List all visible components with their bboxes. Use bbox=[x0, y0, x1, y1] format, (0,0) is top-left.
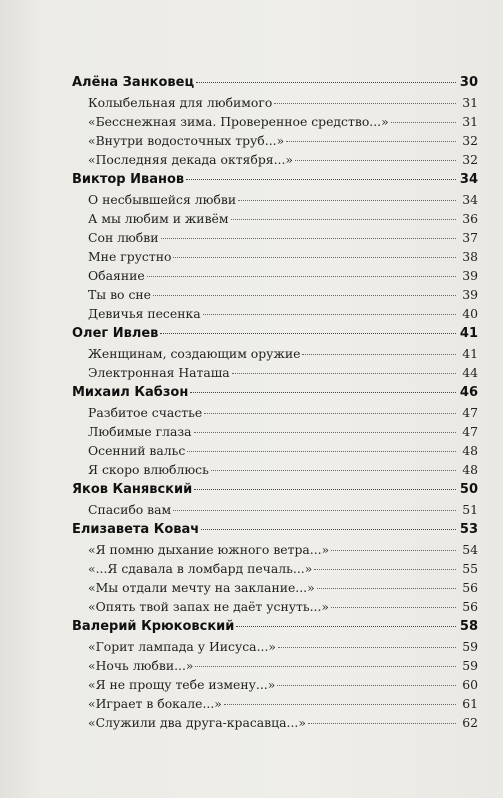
poem-entry-title: «Опять твой запах не даёт уснуть...» bbox=[88, 599, 330, 614]
dot-leader bbox=[331, 607, 456, 608]
dot-leader bbox=[277, 685, 456, 686]
poem-entry-title: А мы любим и живём bbox=[88, 211, 229, 226]
poem-entry-page-number: 48 bbox=[462, 462, 478, 477]
poem-entry-page-number: 47 bbox=[462, 405, 478, 420]
poem-entry-page-number: 39 bbox=[462, 268, 478, 283]
dot-leader bbox=[194, 432, 456, 433]
dot-leader bbox=[295, 160, 456, 161]
poem-entry-title: Мне грустно bbox=[88, 249, 172, 264]
poem-entry-title: Разбитое счастье bbox=[88, 405, 203, 420]
poem-entry bbox=[72, 559, 478, 578]
author-entry-title: Валерий Крюковский bbox=[72, 619, 235, 634]
poem-entry-page-number: 54 bbox=[462, 542, 478, 557]
poem-entry-title: Сон любви bbox=[88, 230, 159, 245]
dot-leader bbox=[173, 510, 456, 511]
poem-entry-title: «Горит лампада у Иисуса...» bbox=[88, 639, 276, 654]
author-entry-page-number: 50 bbox=[459, 482, 478, 497]
dot-leader bbox=[231, 219, 456, 220]
author-entry bbox=[72, 519, 478, 540]
poem-entry-page-number: 62 bbox=[462, 715, 478, 730]
poem-entry-title: «Бесснежная зима. Проверенное средство...» bbox=[88, 114, 389, 129]
poem-entry-title: Женщинам, создающим оружие bbox=[88, 346, 301, 361]
poem-entry-title: «Я не прощу тебе измену...» bbox=[88, 677, 276, 692]
dot-leader bbox=[194, 489, 456, 490]
poem-entry-page-number: 59 bbox=[462, 658, 478, 673]
dot-leader bbox=[302, 354, 456, 355]
poem-entry-title: Обаяние bbox=[88, 268, 145, 283]
dot-leader bbox=[147, 276, 456, 277]
poem-entry-title: Колыбельная для любимого bbox=[88, 95, 273, 110]
poem-entry bbox=[72, 363, 478, 382]
poem-entry-title: О несбывшейся любви bbox=[88, 192, 237, 207]
poem-entry bbox=[72, 112, 478, 131]
author-entry bbox=[72, 169, 478, 190]
dot-leader bbox=[173, 257, 456, 258]
author-entry bbox=[72, 382, 478, 403]
poem-entry-page-number: 48 bbox=[462, 443, 478, 458]
author-entry-title: Алёна Занковец bbox=[72, 75, 195, 90]
poem-entry-page-number: 37 bbox=[462, 230, 478, 245]
poem-entry-title: «Служили два друга-красавца...» bbox=[88, 715, 306, 730]
poem-entry-title: Ты во сне bbox=[88, 287, 151, 302]
dot-leader bbox=[196, 82, 456, 83]
poem-entry bbox=[72, 131, 478, 150]
poem-entry bbox=[72, 460, 478, 479]
poem-entry-title: «Ночь любви...» bbox=[88, 658, 194, 673]
author-entry-page-number: 41 bbox=[459, 326, 478, 341]
author-entry-title: Елизавета Ковач bbox=[72, 522, 200, 537]
poem-entry-page-number: 34 bbox=[462, 192, 478, 207]
author-entry-page-number: 30 bbox=[459, 75, 478, 90]
dot-leader bbox=[224, 704, 456, 705]
poem-entry bbox=[72, 637, 478, 656]
poem-entry bbox=[72, 150, 478, 169]
poem-entry bbox=[72, 190, 478, 209]
poem-entry-page-number: 39 bbox=[462, 287, 478, 302]
poem-entry-page-number: 61 bbox=[462, 696, 478, 711]
poem-entry bbox=[72, 304, 478, 323]
author-entry bbox=[72, 479, 478, 500]
poem-entry-page-number: 41 bbox=[462, 346, 478, 361]
dot-leader bbox=[190, 392, 456, 393]
dot-leader bbox=[317, 588, 456, 589]
poem-entry-page-number: 31 bbox=[462, 95, 478, 110]
author-entry bbox=[72, 616, 478, 637]
poem-entry-title: Я скоро влюблюсь bbox=[88, 462, 209, 477]
poem-entry-page-number: 59 bbox=[462, 639, 478, 654]
poem-entry-title: Спасибо вам bbox=[88, 502, 172, 517]
dot-leader bbox=[391, 122, 456, 123]
poem-entry bbox=[72, 441, 478, 460]
poem-entry bbox=[72, 93, 478, 112]
table-of-contents bbox=[72, 72, 478, 732]
author-entry-page-number: 58 bbox=[459, 619, 478, 634]
dot-leader bbox=[286, 141, 456, 142]
poem-entry bbox=[72, 403, 478, 422]
poem-entry bbox=[72, 713, 478, 732]
poem-entry-page-number: 36 bbox=[462, 211, 478, 226]
poem-entry-page-number: 32 bbox=[462, 133, 478, 148]
poem-entry-title: Электронная Наташа bbox=[88, 365, 230, 380]
author-entry-page-number: 46 bbox=[459, 385, 478, 400]
poem-entry bbox=[72, 540, 478, 559]
poem-entry bbox=[72, 209, 478, 228]
author-entry bbox=[72, 323, 478, 344]
poem-entry-title: Любимые глаза bbox=[88, 424, 192, 439]
poem-entry bbox=[72, 656, 478, 675]
poem-entry bbox=[72, 675, 478, 694]
poem-entry bbox=[72, 344, 478, 363]
poem-entry-title: «Играет в бокале...» bbox=[88, 696, 222, 711]
dot-leader bbox=[186, 179, 456, 180]
dot-leader bbox=[278, 647, 456, 648]
poem-entry bbox=[72, 266, 478, 285]
poem-entry-page-number: 51 bbox=[462, 502, 478, 517]
poem-entry-page-number: 38 bbox=[462, 249, 478, 264]
poem-entry-page-number: 56 bbox=[462, 580, 478, 595]
author-entry-title: Михаил Кабзон bbox=[72, 385, 189, 400]
poem-entry-page-number: 32 bbox=[462, 152, 478, 167]
poem-entry bbox=[72, 500, 478, 519]
dot-leader bbox=[314, 569, 456, 570]
dot-leader bbox=[274, 103, 456, 104]
poem-entry-title: «...Я сдавала в ломбард печаль...» bbox=[88, 561, 313, 576]
dot-leader bbox=[308, 723, 456, 724]
poem-entry-title: Осенний вальс bbox=[88, 443, 186, 458]
dot-leader bbox=[201, 529, 456, 530]
dot-leader bbox=[187, 451, 456, 452]
dot-leader bbox=[331, 550, 456, 551]
author-entry-page-number: 53 bbox=[459, 522, 478, 537]
dot-leader bbox=[236, 626, 456, 627]
poem-entry bbox=[72, 578, 478, 597]
poem-entry-page-number: 55 bbox=[462, 561, 478, 576]
author-entry-title: Яков Канявский bbox=[72, 482, 193, 497]
dot-leader bbox=[232, 373, 456, 374]
poem-entry bbox=[72, 247, 478, 266]
dot-leader bbox=[160, 333, 456, 334]
dot-leader bbox=[204, 413, 456, 414]
poem-entry-page-number: 56 bbox=[462, 599, 478, 614]
poem-entry-title: Девичья песенка bbox=[88, 306, 201, 321]
poem-entry-title: «Я помню дыхание южного ветра...» bbox=[88, 542, 330, 557]
author-entry bbox=[72, 72, 478, 93]
poem-entry-title: «Мы отдали мечту на заклание...» bbox=[88, 580, 315, 595]
dot-leader bbox=[211, 470, 456, 471]
dot-leader bbox=[238, 200, 456, 201]
dot-leader bbox=[203, 314, 456, 315]
poem-entry-page-number: 40 bbox=[462, 306, 478, 321]
poem-entry bbox=[72, 694, 478, 713]
dot-leader bbox=[195, 666, 456, 667]
poem-entry bbox=[72, 228, 478, 247]
poem-entry bbox=[72, 597, 478, 616]
author-entry-page-number: 34 bbox=[459, 172, 478, 187]
poem-entry bbox=[72, 422, 478, 441]
poem-entry-page-number: 60 bbox=[462, 677, 478, 692]
poem-entry-page-number: 47 bbox=[462, 424, 478, 439]
author-entry-title: Виктор Иванов bbox=[72, 172, 185, 187]
poem-entry-title: «Внутри водосточных труб...» bbox=[88, 133, 285, 148]
poem-entry-page-number: 44 bbox=[462, 365, 478, 380]
poem-entry-page-number: 31 bbox=[462, 114, 478, 129]
dot-leader bbox=[153, 295, 456, 296]
poem-entry-title: «Последняя декада октября...» bbox=[88, 152, 293, 167]
author-entry-title: Олег Ивлев bbox=[72, 326, 159, 341]
poem-entry bbox=[72, 285, 478, 304]
dot-leader bbox=[161, 238, 457, 239]
